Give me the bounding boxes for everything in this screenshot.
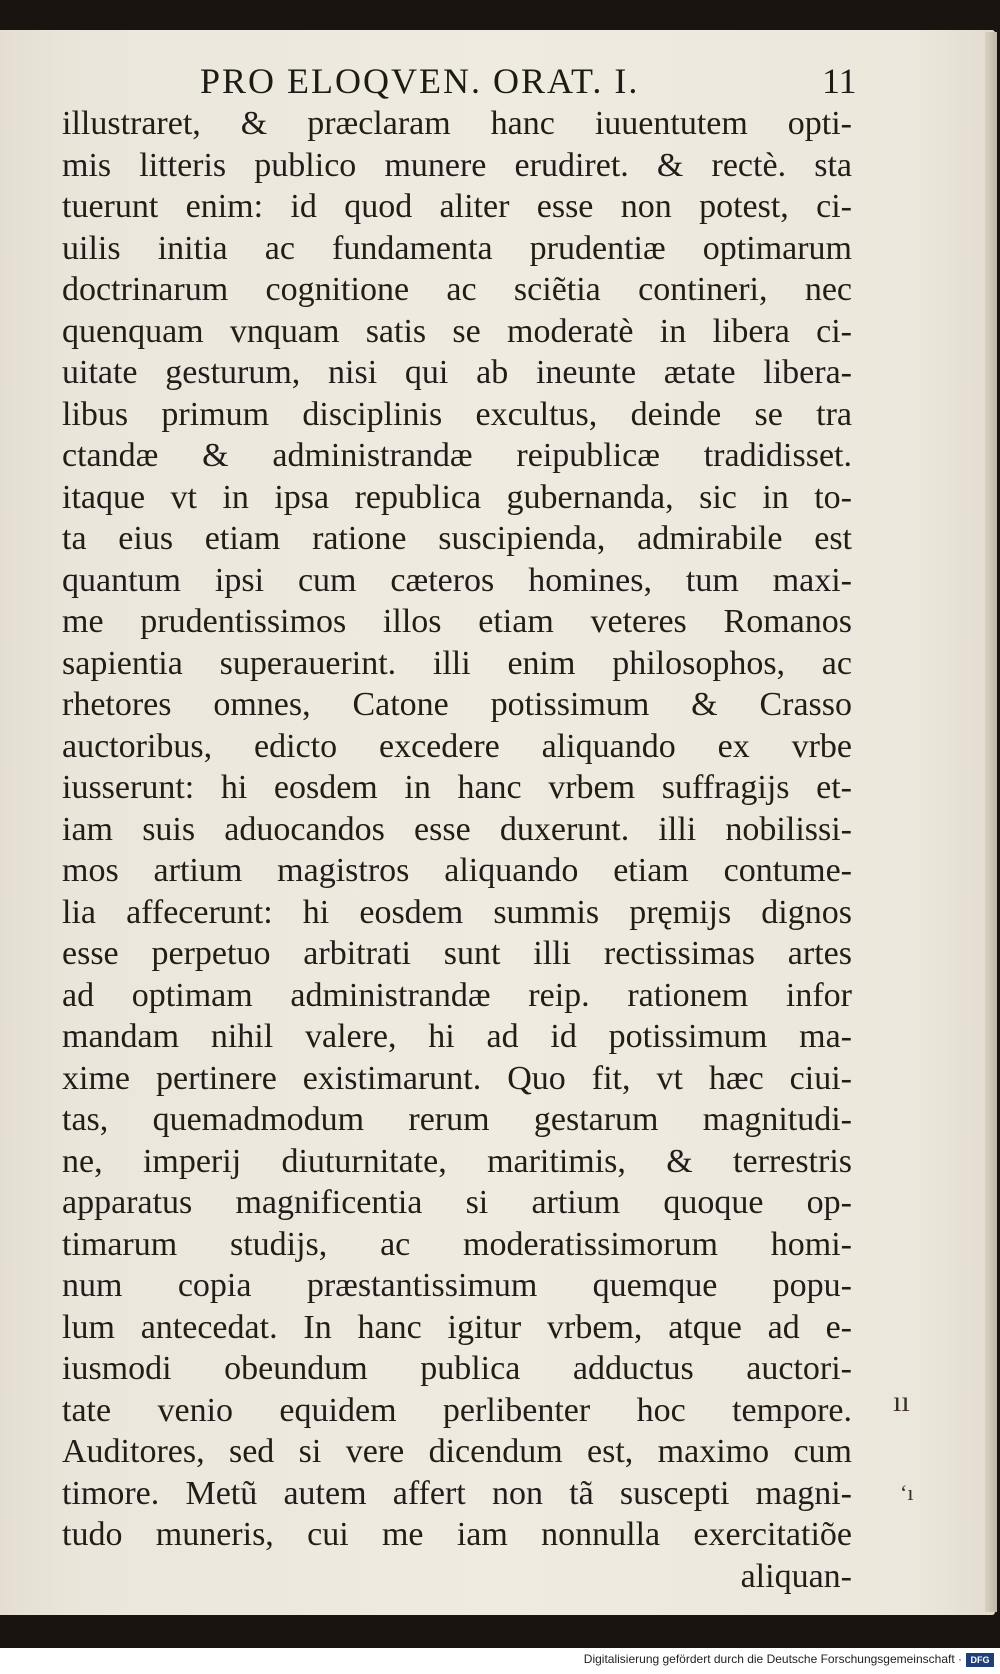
text-line: Auditores, sed si vere dicendum est, maximo cum xyxy=(62,1433,852,1470)
margin-mark: ıı xyxy=(893,1385,910,1418)
text-line: uilis initia ac fundamenta prudentiæ optimarum xyxy=(62,229,852,267)
text-line: iam suis aduocandos esse duxerunt. illi nobilissi- xyxy=(62,810,852,848)
text-line: mandam nihil valere, hi ad id potissimum ma- xyxy=(62,1018,852,1055)
page-header xyxy=(0,58,995,108)
text-line: timore. Metũ autem affert non tã suscepti magni- xyxy=(62,1474,852,1512)
running-title: PRO ELOQVEN. ORAT. I. xyxy=(200,61,640,101)
text-line: iusmodi obeundum publica adductus auctori- xyxy=(62,1350,852,1387)
text-line: quantum ipsi cum cæteros homines, tum maxi- xyxy=(62,561,852,599)
text-line: tate venio equidem perlibenter hoc tempore. xyxy=(62,1391,852,1429)
text-line: mis litteris publico munere erudiret. & rectè. sta xyxy=(62,146,852,184)
digitization-footer xyxy=(0,1648,1000,1674)
text-line: lia affecerunt: hi eosdem summis pręmijs dignos xyxy=(62,893,852,931)
text-line: timarum studijs, ac moderatissimorum homi- xyxy=(62,1225,852,1263)
text-line: libus primum disciplinis excultus, deinde se tra xyxy=(62,395,852,433)
text-line: xime pertinere existimarunt. Quo fit, vt hæc ciui- xyxy=(62,1059,852,1097)
text-line: ta eius etiam ratione suscipienda, admirabile est xyxy=(62,520,852,557)
text-line: iusserunt: hi eosdem in hanc vrbem suffragijs et- xyxy=(62,769,852,806)
text-line: ad optimam administrandæ reip. rationem infor xyxy=(62,976,852,1014)
text-line: sapientia superauerint. illi enim philosophos, ac xyxy=(62,644,852,682)
text-line: num copia præstantissimum quemque popu- xyxy=(62,1267,852,1304)
text-line: doctrinarum cognitione ac sciẽtia contineri, nec xyxy=(62,271,852,308)
text-line: auctoribus, edicto excedere aliquando ex vrbe xyxy=(62,727,852,765)
text-line: ctandæ & administrandæ reipublicæ tradidisset. xyxy=(62,437,852,474)
margin-mark: ʻı xyxy=(900,1480,914,1505)
page-number: 11 xyxy=(822,61,857,101)
text-line: me prudentissimos illos etiam veteres Romanos xyxy=(62,603,852,640)
digitization-credit: Digitalisierung gefördert durch die Deutsche Forschungsgemeinschaft · xyxy=(583,1652,962,1666)
text-line: itaque vt in ipsa republica gubernanda, sic in to- xyxy=(62,478,852,516)
text-line: uitate gesturum, nisi qui ab ineunte ætate libera- xyxy=(62,354,852,391)
text-line: esse perpetuo arbitrati sunt illi rectissimas artes xyxy=(62,935,852,972)
catchword: aliquan- xyxy=(740,1557,852,1595)
text-line: tudo muneris, cui me iam nonnulla exercitatiõe xyxy=(62,1516,852,1553)
text-line: rhetores omnes, Catone potissimum & Crasso xyxy=(62,686,852,723)
text-line: tuerunt enim: id quod aliter esse non potest, ci- xyxy=(62,188,852,225)
text-line: quenquam vnquam satis se moderatè in libera ci- xyxy=(62,312,852,350)
text-line: tas, quemadmodum rerum gestarum magnitudi- xyxy=(62,1101,852,1138)
dfg-logo-icon: DFG xyxy=(966,1653,994,1667)
text-line: lum antecedat. In hanc igitur vrbem, atque ad e- xyxy=(62,1308,852,1346)
body-text xyxy=(62,103,852,1597)
text-line: illustraret, & præclaram hanc iuuentutem opti- xyxy=(62,105,852,142)
text-line: ne, imperij diuturnitate, maritimis, & terrestris xyxy=(62,1142,852,1180)
page-edge xyxy=(985,32,997,1612)
text-line: apparatus magnificentia si artium quoque op- xyxy=(62,1184,852,1221)
text-line: mos artium magistros aliquando etiam contume- xyxy=(62,852,852,889)
